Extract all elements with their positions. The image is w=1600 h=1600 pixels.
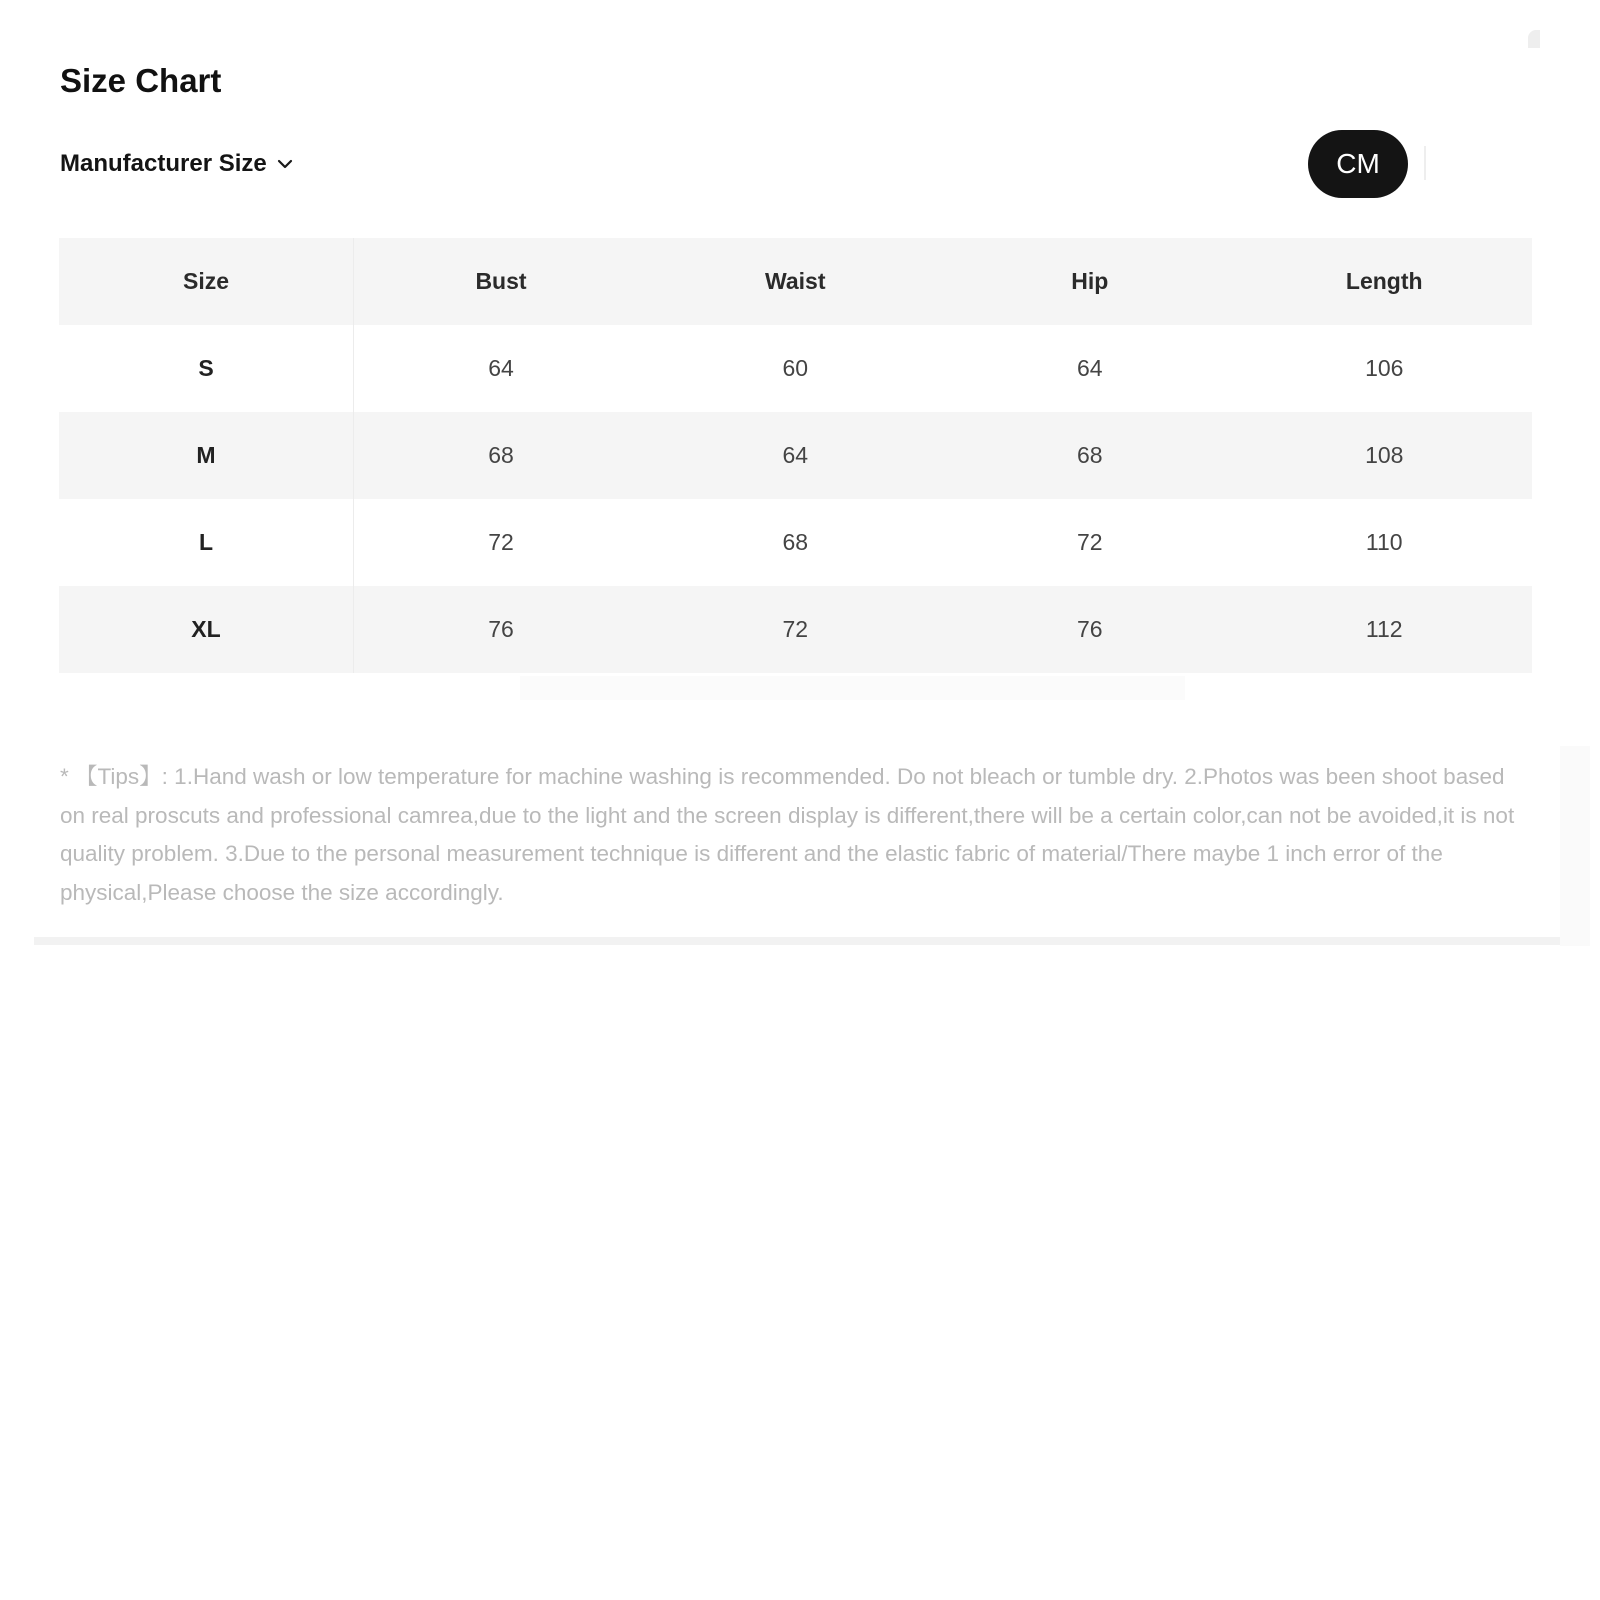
hip-cell: 72: [1076, 529, 1103, 555]
table-shadow: [520, 676, 1185, 700]
size-cell: S: [59, 325, 354, 412]
size-system-label: Manufacturer Size: [60, 150, 267, 177]
hip-cell: 76: [943, 586, 1238, 673]
page-title: Size Chart: [60, 62, 222, 99]
size-cell: XL: [59, 586, 354, 673]
column-header-bust: Bust: [354, 238, 649, 325]
table-header-row: [59, 238, 1532, 325]
unit-toggle-cm[interactable]: [1308, 130, 1408, 198]
table-row: [59, 586, 1532, 673]
table-row: [59, 325, 1532, 412]
bust-cell: 76: [354, 586, 649, 673]
table-row: [59, 499, 1532, 586]
unit-divider: [1424, 146, 1426, 180]
column-header-size: Size: [59, 238, 354, 325]
unit-toggle-label: CM: [1336, 148, 1380, 179]
size-table: [59, 238, 1532, 673]
tips-edge-strip: [1560, 746, 1590, 946]
length-cell: 112: [1237, 586, 1532, 673]
chevron-down-icon: [277, 158, 293, 170]
bust-cell: 64: [488, 355, 514, 381]
bust-cell: 68: [354, 412, 649, 499]
hip-cell: 68: [943, 412, 1238, 499]
waist-cell: 64: [648, 412, 943, 499]
waist-cell: 60: [782, 355, 809, 381]
corner-decoration: [1528, 30, 1540, 48]
length-cell: 110: [1365, 529, 1403, 555]
care-tips-text: * 【Tips】: 1.Hand wash or low temperature for machine washing is recommended. Do not bleach or tumble dry. 2.Photos was been shoot based on real proscuts and professional camrea,due to the light and the screen display is different,there will be a certain color,can not be avoided,it is not quality problem. 3.Due to the personal measurement technique is different and the elastic fabric of material/There maybe 1 inch error of the physical,Please choose the size accordingly.: [60, 764, 1515, 905]
hip-cell: 64: [1076, 355, 1103, 381]
bust-cell: 72: [488, 529, 514, 555]
length-cell: 108: [1237, 412, 1532, 499]
column-header-length: Length: [1237, 238, 1532, 325]
column-header-waist: Waist: [648, 238, 943, 325]
table-row: [59, 412, 1532, 499]
size-cell: L: [59, 499, 354, 586]
column-header-hip: Hip: [943, 238, 1238, 325]
panel-bottom-border: [34, 937, 1560, 945]
length-cell: 106: [1365, 355, 1404, 381]
waist-cell: 68: [782, 529, 809, 555]
size-cell: M: [59, 412, 354, 499]
size-system-dropdown[interactable]: [60, 144, 293, 184]
waist-cell: 72: [648, 586, 943, 673]
